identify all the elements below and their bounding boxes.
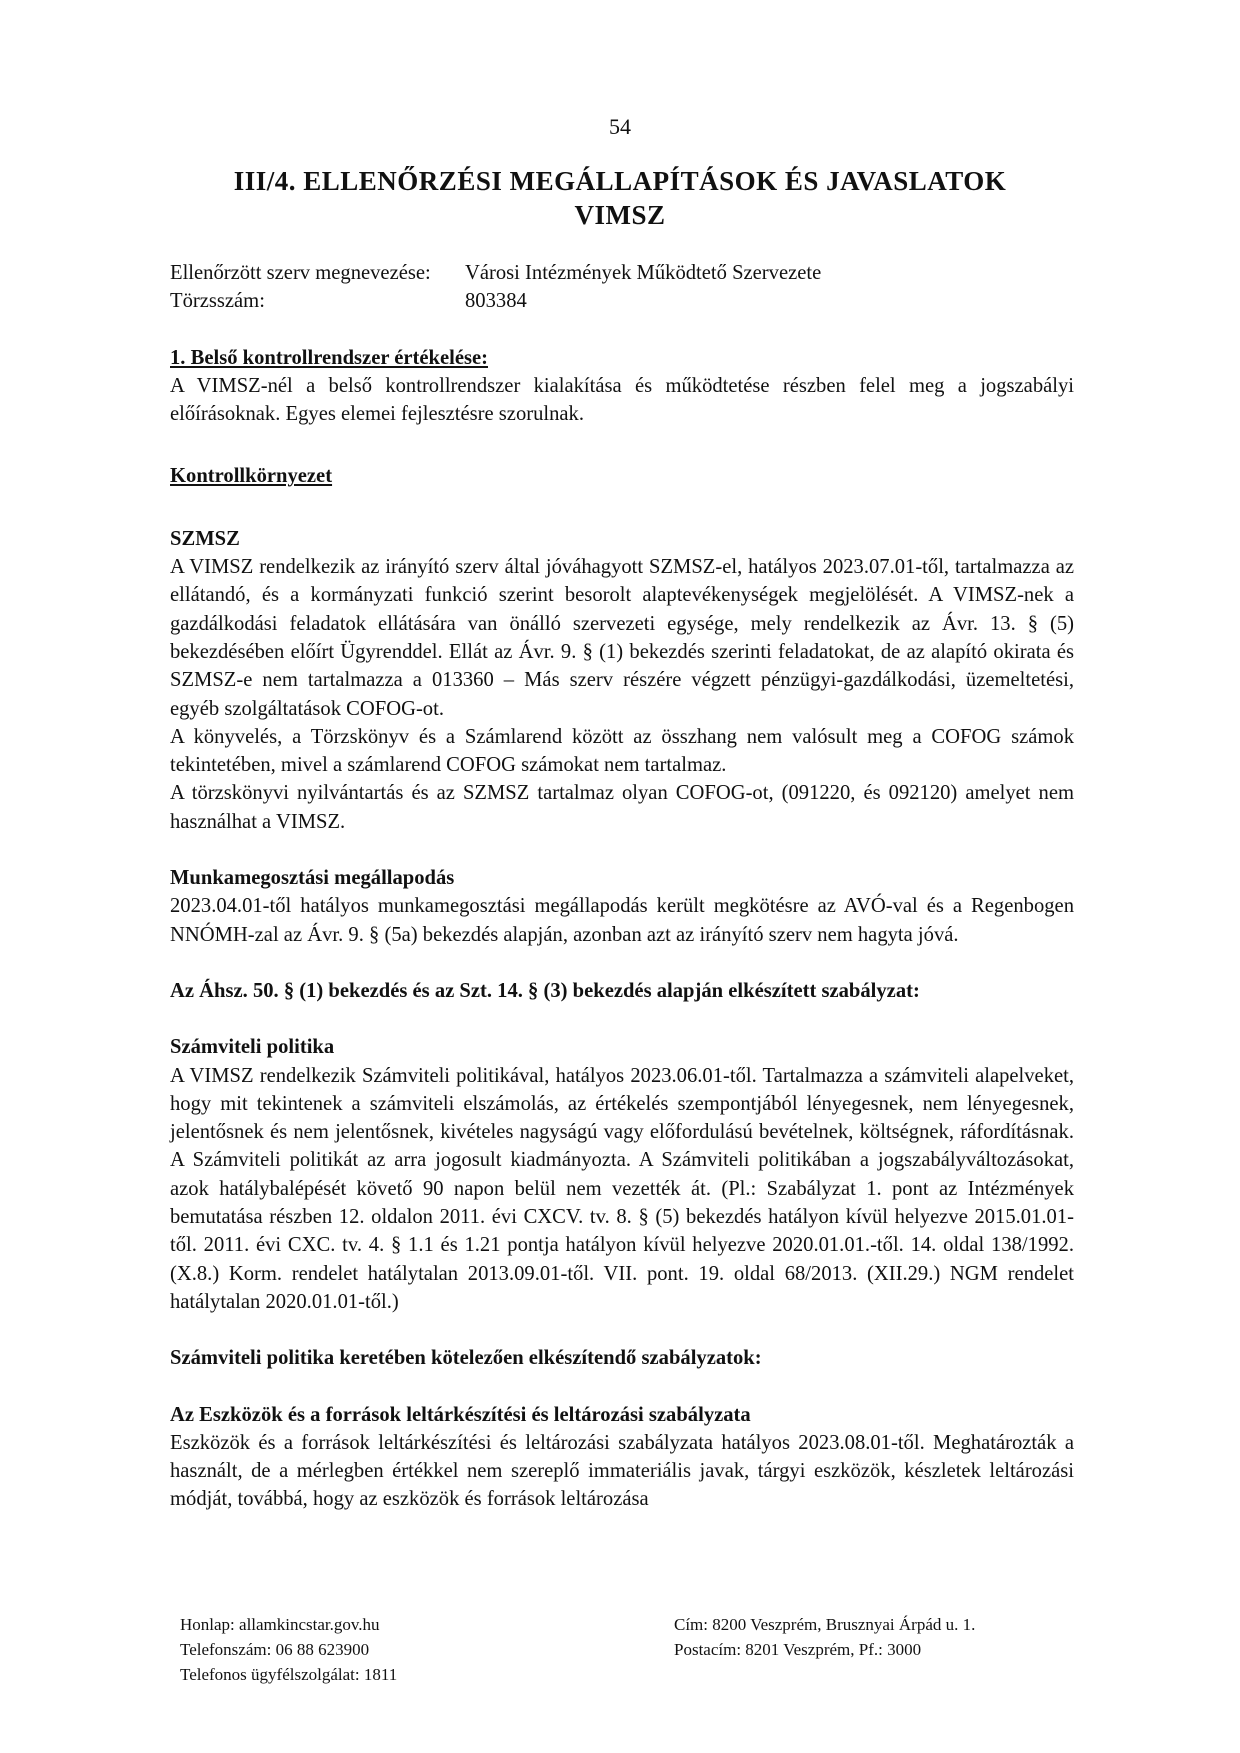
- footer-phone: Telefonszám: 06 88 623900: [180, 1640, 370, 1659]
- footer-postal-address: Postacím: 8201 Veszprém, Pf.: 3000: [674, 1640, 922, 1659]
- footer-helpline: Telefonos ügyfélszolgálat: 1811: [180, 1665, 398, 1684]
- spacer: [170, 1316, 1074, 1344]
- footer-left: [180, 1612, 397, 1687]
- spacer: [170, 316, 1074, 344]
- section-1-text: A VIMSZ-nél a belső kontrollrendszer kialakítása és működtetése részben felel meg a jogszabályi előírásoknak. Egyes elemei fejlesztésre szorulnak.: [170, 374, 1074, 426]
- reg-label: Törzsszám:: [170, 290, 265, 313]
- szamviteli-politika-text: A VIMSZ rendelkezik Számviteli politikával, hatályos 2023.06.01-től. Tartalmazza a számviteli alapelveket, hogy mit tekintenek a számviteli elszámolás, az értékelés szempontjából lényegesnek, nem lényegesnek, jelentősnek és nem jelentősnek, kivételes nagyságú vagy előfordulású bevételnek, költségnek, ráfordításnak. A Számviteli politikát az arra jogosult kiadmányozta. A Számviteli politikában a jogszabályváltozásokat, azok hatálybalépését követő 90 napon belül nem vezették át. (Pl.: Szabályzat 1. pont az Intézmények bemutatása részben 12. oldalon 2011. évi CXCV. tv. 8. § (5) bekezdés hatályon kívül helyezve 2015.01.01-től. 2011. évi CXC. tv. 4. § 1.1 és 1.21 pontja hatályon kívül helyezve 2020.01.01.-től. 14. oldal 138/1992. (X.8.) Korm. rendelet hatálytalan 2013.09.01-től. VII. pont. 19. oldal 68/2013. (XII.29.) NGM rendelet hatálytalan 2020.01.01-től.): [170, 1064, 1074, 1313]
- spacer: [170, 491, 1074, 525]
- kotelezo-szabalyzatok-heading: Számviteli politika keretében kötelezően elkészítendő szabályzatok:: [170, 1347, 762, 1370]
- spacer: [170, 1373, 1074, 1401]
- page-number: 54: [609, 114, 631, 139]
- munkamegosztas-heading: Munkamegosztási megállapodás: [170, 867, 455, 890]
- eszkozok-text: Eszközök és a források leltárkészítési és leltározási szabályzata hatályos 2023.08.01-től. Meghatározták a használt, de a mérlegben értékkel nem szereplő immateriális javak, tárgyi eszközök, készletek leltározási módját, továbbá, hogy az eszközök és források leltározása: [170, 1431, 1074, 1511]
- footer-website: Honlap: allamkincstar.gov.hu: [180, 1615, 380, 1634]
- org-row: [170, 259, 1074, 287]
- szamviteli-politika-heading: Számviteli politika: [170, 1036, 335, 1059]
- section-1-heading: 1. Belső kontrollrendszer értékelése:: [170, 346, 488, 369]
- szmsz-heading: SZMSZ: [170, 527, 240, 550]
- spacer: [170, 836, 1074, 864]
- main-content: [170, 259, 1074, 1514]
- szmsz-paragraph-3: A törzskönyvi nyilvántartás és az SZMSZ tartalmaz olyan COFOG-ot, (091220, és 092120) amelyet nem használhat a VIMSZ.: [170, 782, 1074, 833]
- page-subtitle: VIMSZ: [574, 200, 666, 230]
- footer-address: Cím: 8200 Veszprém, Brusznyai Árpád u. 1.: [674, 1615, 976, 1634]
- munkamegosztas-text: 2023.04.01-től hatályos munkamegosztási megállapodás került megkötésre az AVÓ-val és a Regenbogen NNÓMH-zal az Ávr. 9. § (5a) bekezdés alapján, azonban azt az irányító szerv nem hagyta jóvá.: [170, 895, 1074, 946]
- ahsz-heading: Az Áhsz. 50. § (1) bekezdés és az Szt. 14. § (3) bekezdés alapján elkészített szabályzat:: [170, 979, 920, 1002]
- org-label: Ellenőrzött szerv megnevezése:: [170, 262, 431, 284]
- page-title: III/4. ELLENŐRZÉSI MEGÁLLAPÍTÁSOK ÉS JAVASLATOK: [233, 166, 1007, 196]
- kontrollkornyezet-heading: Kontrollkörnyezet: [170, 465, 333, 488]
- szmsz-paragraph-2: A könyvelés, a Törzskönyv és a Számlarend között az összhang nem valósult meg a COFOG számok tekintetében, mivel a számlarend COFOG számokat nem tartalmaz.: [170, 725, 1074, 777]
- reg-value: 803384: [465, 290, 527, 313]
- szmsz-paragraph-1: A VIMSZ rendelkezik az irányító szerv által jóváhagyott SZMSZ-el, hatályos 2023.07.01-től, tartalmazza az ellátandó, és a kormányzati funkció szerint besorolt alaptevékenységek megjelölését. A VIMSZ-nek a gazdálkodási feladatok ellátására van önálló szervezeti egysége, mely rendelkezik az Ávr. 13. § (5) bekezdésében előírt Ügyrenddel. Ellát az Ávr. 9. § (1) bekezdés szerinti feladatokat, de az alapító okirata és SZMSZ-e nem tartalmazza a 013360 – Más szerv részére végzett pénzügyi-gazdálkodási, üzemeltetési, egyéb szolgáltatások COFOG-ot.: [170, 556, 1074, 720]
- eszkozok-heading: Az Eszközök és a források leltárkészítési és leltározási szabályzata: [170, 1403, 751, 1426]
- footer-right: [674, 1612, 975, 1662]
- spacer: [170, 428, 1074, 462]
- reg-row: [170, 287, 1074, 315]
- spacer: [170, 1005, 1074, 1033]
- org-value: Városi Intézmények Működtető Szervezete: [465, 262, 822, 284]
- spacer: [170, 949, 1074, 977]
